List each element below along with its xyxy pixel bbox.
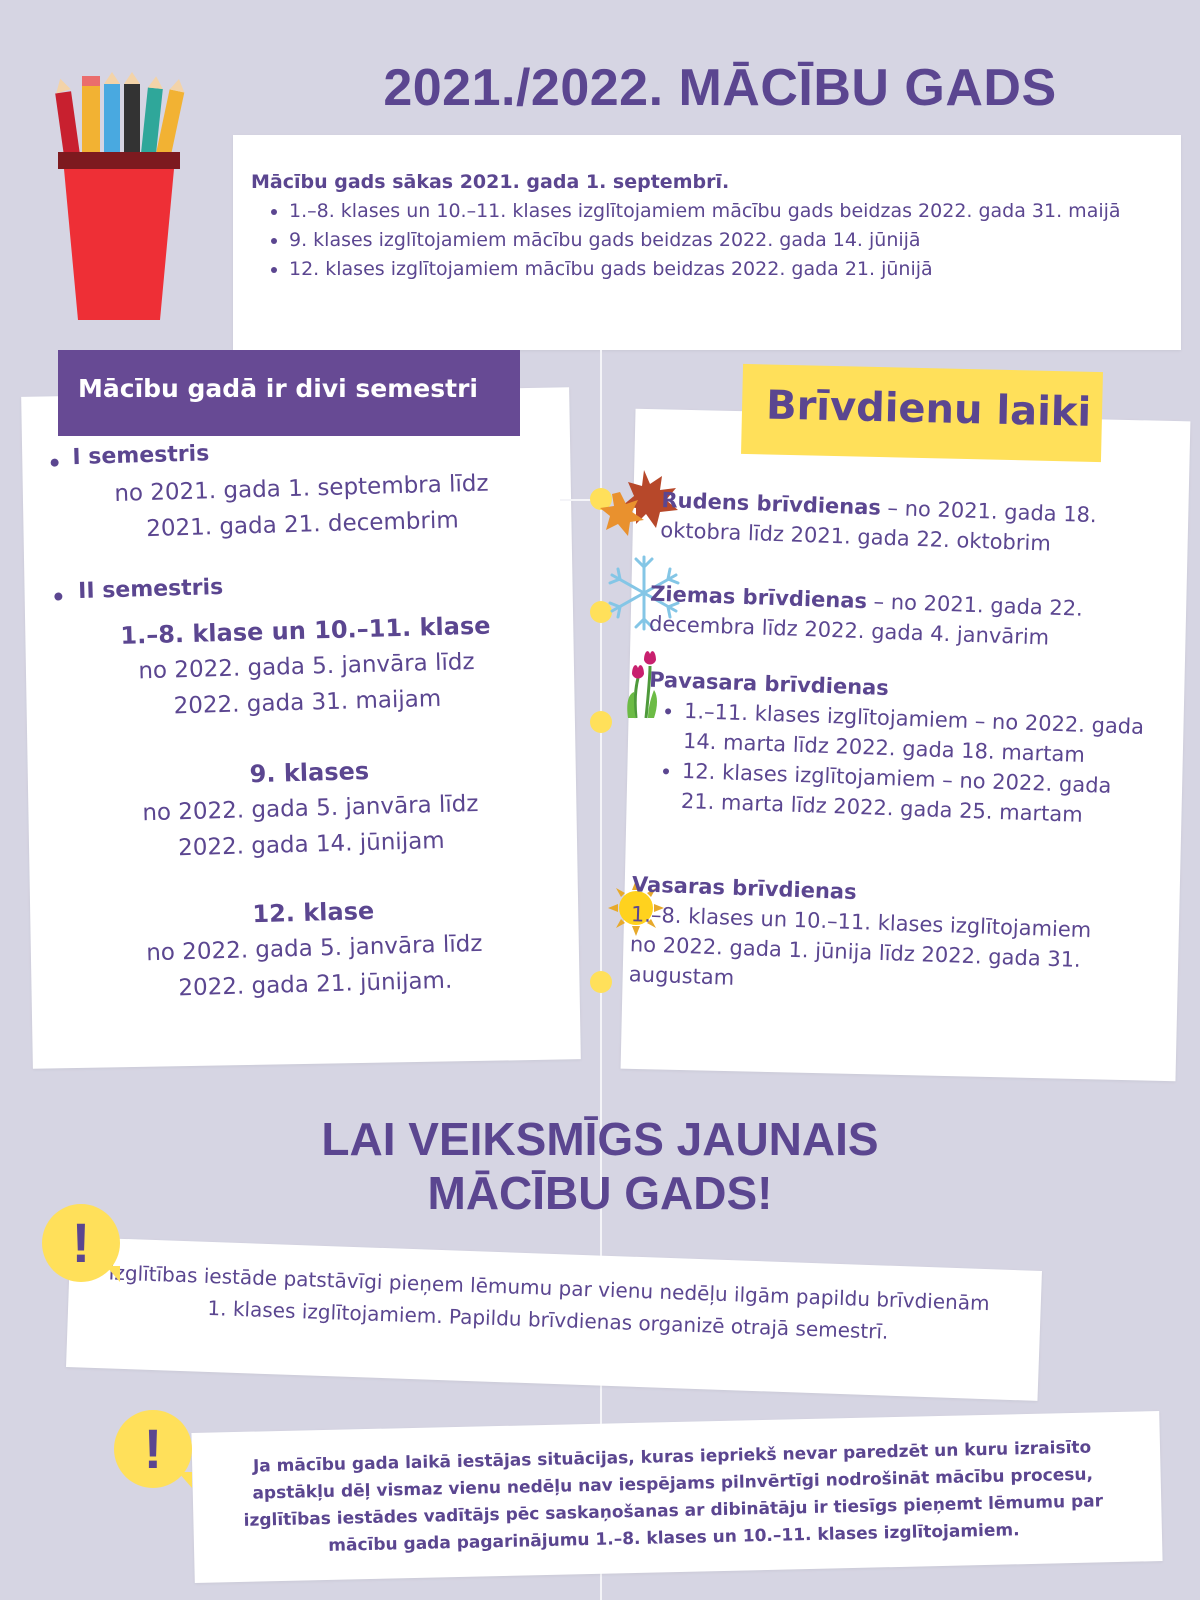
- first-semester-title: I semestris: [72, 441, 210, 471]
- list-item: • 12. klases izglītojamiem mācību gads beidzas 2022. gada 21. jūnijā: [289, 255, 1121, 284]
- summer-holiday-title: Vasaras brīvdienas: [631, 872, 857, 905]
- summer-holiday: [628, 869, 1132, 1006]
- intro-card: [233, 135, 1181, 350]
- autumn-holiday-title: Rudens brīvdienas: [661, 487, 882, 520]
- exclamation-icon: !: [114, 1410, 192, 1488]
- semester-group: 9. klases no 2022. gada 5. janvāra līdz 2022. gada 14. jūnijam: [142, 756, 479, 862]
- spring-holiday-title: Pavasara brīvdienas: [648, 667, 890, 701]
- semester-group: 12. klase no 2022. gada 5. janvāra līdz 2022. gada 21. jūnijam.: [145, 896, 483, 1002]
- list-item: • 9. klases izglītojamiem mācību gads beidzas 2022. gada 14. jūnijā: [289, 226, 1121, 255]
- intro-heading: Mācību gads sākas 2021. gada 1. septembrī.: [251, 171, 730, 193]
- semesters-header: [58, 350, 520, 436]
- note-text: Ja mācību gada laikā iestājas situācijas, kuras iepriekš nevar paredzēt un kuru izraisīto apstākļu dēļ vismaz vienu nedēļu nav iespējams pilnvērtīgi nodrošināt mācību procesu, izglītības iestādes vadītājs pēc saskaņošanas ar dibinātāju ir tiesīgs pieņemt lēmumu par mācību gada pagarinājumu 1.–8. klases un 10.–11. klases izglītojamiem.: [243, 1437, 1104, 1556]
- note-text: Izglītības iestāde patstāvīgi pieņem lēmumu par vienu nedēļu ilgām papildu brīvdienām 1. klases izglītojamiem. Papildu brīvdienas organizē otrajā semestrī.: [108, 1260, 990, 1344]
- bubble-tail: [178, 1472, 192, 1488]
- summer-holiday-group: 1.–8. klases un 10.–11. klases izglītojamiem: [630, 902, 1092, 943]
- semester-group: 1.–8. klase un 10.–11. klase no 2022. gada 5. janvāra līdz 2022. gada 31. maijam: [120, 611, 491, 720]
- list-item: • 1.–11. klases izglītojamiem – no 2022. gada 14. marta līdz 2022. gada 18. martam: [683, 696, 1149, 772]
- bubble-tail: [106, 1266, 120, 1282]
- closing-message: LAI VEIKSMĪGS JAUNAIS MĀCĪBU GADS!: [321, 1113, 879, 1219]
- list-item: • 1.–8. klases un 10.–11. klases izglītojamiem mācību gads beidzas 2022. gada 31. maijā: [289, 197, 1121, 226]
- semesters-header-label: Mācību gadā ir divi semestri: [78, 374, 478, 403]
- page-title: 2021./2022. MĀCĪBU GADS: [383, 59, 1057, 117]
- first-semester-dates: no 2021. gada 1. septembra līdz 2021. gada 21. decembrim: [114, 470, 489, 543]
- timeline-dot: [590, 711, 612, 733]
- note-card: [191, 1411, 1162, 1583]
- spring-holiday: [644, 665, 1149, 832]
- note-card: [66, 1237, 1042, 1401]
- autumn-holiday-dates: – no 2021. gada 18. oktobra līdz 2021. gada 22. oktobrim: [660, 495, 1098, 556]
- list-item: • 12. klases izglītojamiem – no 2022. gada 21. marta līdz 2022. gada 25. martam: [680, 756, 1146, 832]
- holidays-header-label: Brīvdienu laiki: [765, 382, 1092, 436]
- exclamation-icon: !: [42, 1204, 120, 1282]
- timeline-dot: [590, 971, 612, 993]
- spring-holiday-list: [644, 695, 1148, 832]
- intro-list: [251, 197, 1121, 284]
- summer-holiday-dates: no 2022. gada 1. jūnija līdz 2022. gada 31. augustam: [628, 932, 1082, 990]
- second-semester-title: II semestris: [77, 574, 224, 604]
- holidays-header: [741, 364, 1103, 462]
- winter-holiday-title: Ziemas brīvdienas: [649, 581, 868, 614]
- pencil-cup-icon: [52, 70, 192, 325]
- winter-holiday-dates: – no 2021. gada 22. decembra līdz 2022. gada 4. janvārim: [648, 589, 1084, 650]
